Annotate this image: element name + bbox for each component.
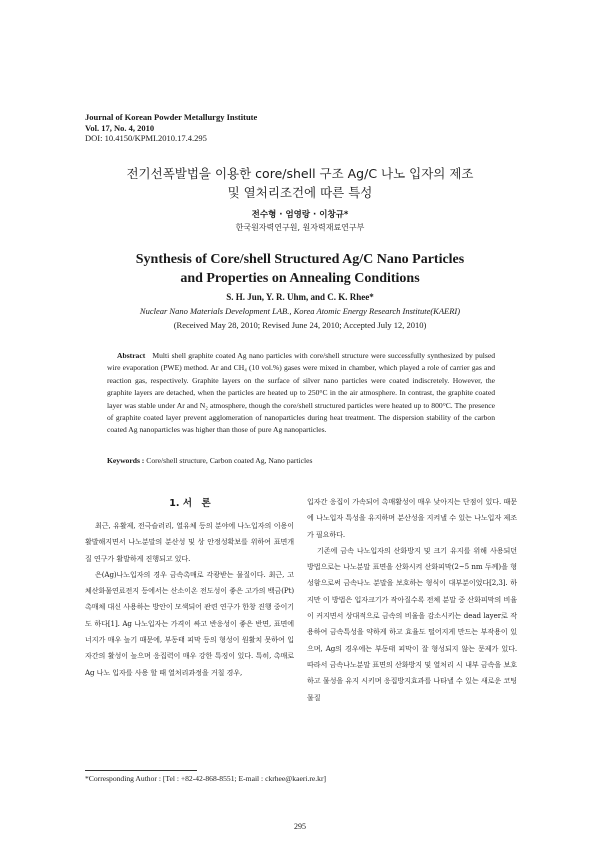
- body-paragraph: 최근, 유활제, 전극슬러리, 열유체 등의 분야에 나노입자의 이용이 활발해지면서 나노분말의 분산성 및 상 안정성확보를 위하여 표면개질 연구가 활발하게 진행되고 있다.: [85, 521, 294, 563]
- section-heading-introduction: 1. 서 론: [169, 498, 211, 509]
- body-column-left: [85, 518, 294, 681]
- english-affiliation: Nuclear Nano Materials Development LAB., Korea Atomic Energy Research Institute(KAERI): [139, 306, 461, 316]
- keywords: [107, 456, 495, 465]
- abstract-label: Abstract: [117, 351, 146, 360]
- english-title: [60, 251, 540, 288]
- body-paragraph: 은(Ag)나노입자의 경우 금속촉매로 각광받는 물질이다. 최근, 고체산화물연료전지 등에서는 산소이온 전도성이 좋은 고가의 백금(Pt) 촉매체 대신 사용하는 방안이 모색되어 관련 연구가 한창 진행 중이기도 하다[1]. Ag 나노입자는 가격이 싸고 반응성이 좋은 반면, 표면에너지가 매우 높기 때문에, 부동태 피막 등의 형성이 원활치 못하여 입자간의 활성이 높으며 응집력이 매우 강한 특징이 있다. 특히, 촉매로 Ag 나노 입자를 사용 할 때 열처리과정을 거칠 경우,: [85, 569, 294, 677]
- english-authors: S. H. Jun, Y. R. Uhm, and C. K. Rhee*: [226, 292, 374, 302]
- keywords-text: Core/shell structure, Carbon coated Ag, Nano particles: [146, 456, 313, 465]
- english-title-line1: Synthesis of Core/shell Structured Ag/C Nano Particles: [135, 252, 465, 267]
- korean-title-line2: 및 열처리조건에 따른 특성: [227, 185, 373, 200]
- english-title-line2: and Properties on Annealing Conditions: [180, 270, 420, 286]
- abstract-text: Multi shell graphite coated Ag nano particles with core/shell structure were successfully synthesized by pulsed wire evaporation (PWE) method. Ar and CH₄ (10 vol.%) gases were mixed in chamber, which played a role of carrier gas and reaction gas, respectively. Graphite layers on the surface of silver nano particles were coated indiscretely. However, the graphite layers are detached, when the particles are heated up to 250°C in the air atmosphere. In contrast, the graphite coated layer was stable under Ar and N₂ atmosphere, though the core/shell structured particles were heated up to 800°C. The presence of graphite coated layer prevent agglomeration of nanoparticles during heat treatment. The dispersion stability of the carbon coated Ag nanoparticles was higher than those of pure Ag nanoparticles.: [107, 351, 495, 435]
- body-paragraph: 기존에 금속 나노입자의 산화방지 및 크기 유지를 위해 사용되던 방법으로는 나노분말 표면을 산화시켜 산화피막(2~5 nm 두께)을 형성함으로써 금속나노 분말을 보호하는 형식이 대부분이었다[2,3]. 하지만 이 방법은 입자크기가 작아질수록 전체 분말 중 산화피막의 비율이 커지면서 상대적으로 금속의 비율을 감소시키는 dead layer로 작용하여 금속특성을 약하게 하고 효율도 떨어지게 만드는 부작용이 있으며, Ag의 경우에는 부동태 피막이 잘 형성되지 않는 문제가 있다. 따라서 금속나노분말 표면의 산화방지 및 열처리 시 내부 금속을 보호하고 물성을 유지 시키며 응집방지효과를 나타낼 수 있는 새로운 코팅물질: [307, 545, 517, 702]
- journal-name: Journal of Korean Powder Metallurgy Institute: [85, 112, 258, 122]
- page-number: 295: [294, 822, 306, 831]
- keywords-label: Keywords :: [107, 456, 145, 465]
- corresponding-author-footnote: *Corresponding Author : [Tel : +82-42-868-8551; E-mail : ckrhee@kaeri.re.kr]: [85, 774, 327, 783]
- journal-header: [85, 112, 257, 144]
- journal-volume: Vol. 17, No. 4, 2010: [85, 122, 155, 133]
- footnote-rule: [85, 770, 197, 771]
- korean-title: [60, 164, 540, 202]
- body-column-right: [307, 494, 517, 706]
- abstract: [107, 350, 495, 437]
- korean-title-line1: 전기선폭발법을 이용한 core/shell 구조 Ag/C 나노 입자의 제조: [126, 166, 474, 181]
- korean-affiliation: 한국원자력연구원, 원자력재료연구부: [235, 223, 365, 232]
- body-paragraph: 입자간 응집이 가속되어 촉매활성이 매우 낮아지는 단점이 있다. 때문에 나노입자 특성을 유지하며 분산성을 지켜낼 수 있는 나노입자 제조가 필요하다.: [307, 497, 517, 539]
- korean-authors: 전수형 · 엄영랑 · 이창규*: [251, 210, 349, 220]
- journal-doi: DOI: 10.4150/KPMI.2010.17.4.295: [85, 133, 207, 143]
- received-dates: (Received May 28, 2010; Revised June 24, 2010; Accepted July 12, 2010): [173, 320, 427, 330]
